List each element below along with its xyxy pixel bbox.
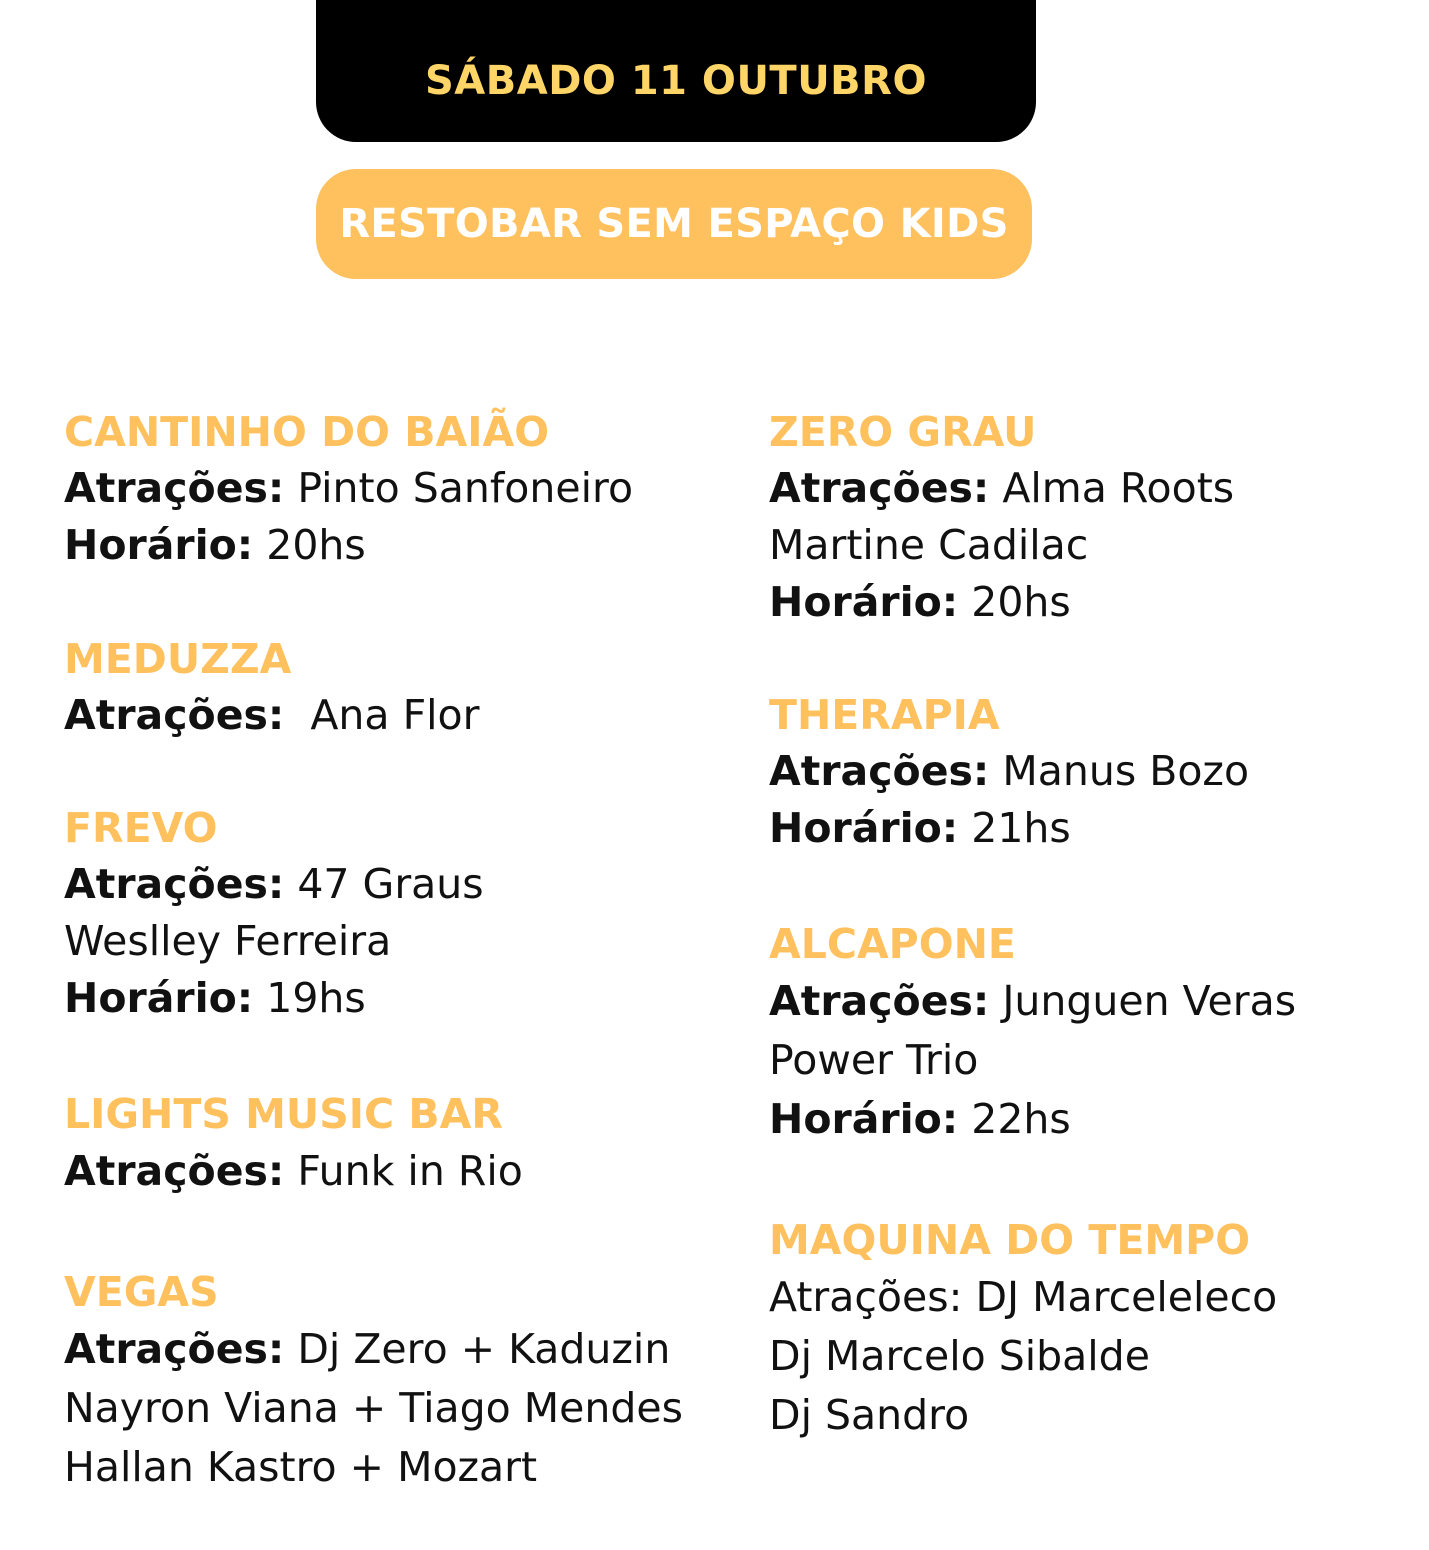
date-banner: [316, 0, 1036, 142]
atracoes-line: [64, 1142, 523, 1201]
venue-vegas: [64, 1264, 683, 1497]
horario-line: [769, 800, 1249, 857]
subtitle-banner: [316, 169, 1032, 279]
venue-name: FREVO: [64, 804, 218, 852]
plain-line: Atrações: DJ Marceleleco: [769, 1273, 1278, 1321]
horario-line: [64, 517, 633, 574]
atracoes-value: 47 Graus: [297, 860, 484, 908]
subtitle-text: RESTOBAR SEM ESPAÇO KIDS: [339, 201, 1009, 247]
atracoes-label: Atrações:: [64, 860, 285, 908]
atracoes-extra-line: Weslley Ferreira: [64, 917, 392, 965]
venue-lights-music-bar: [64, 1086, 523, 1201]
atracoes-label: Atrações:: [769, 747, 990, 795]
venue-name: LIGHTS MUSIC BAR: [64, 1090, 503, 1138]
atracoes-line: [769, 460, 1234, 517]
date-title: SÁBADO 11 OUTUBRO: [425, 58, 927, 104]
horario-value: 22hs: [971, 1095, 1071, 1143]
venue-cantinho-do-baiao: [64, 404, 633, 574]
horario-line: [769, 574, 1234, 631]
venue-name: VEGAS: [64, 1268, 219, 1316]
atracoes-line: [64, 856, 484, 913]
atracoes-line: [769, 743, 1249, 800]
plain-line: Dj Sandro: [769, 1391, 970, 1439]
venue-name: MEDUZZA: [64, 635, 292, 683]
venue-alcapone: [769, 916, 1296, 1149]
horario-label: Horário:: [769, 578, 959, 626]
horario-label: Horário:: [769, 804, 959, 852]
atracoes-value: Funk in Rio: [297, 1147, 523, 1195]
atracoes-label: Atrações:: [64, 464, 285, 512]
venue-maquina-do-tempo: [769, 1212, 1277, 1445]
atracoes-extra-line: Nayron Viana + Tiago Mendes: [64, 1384, 683, 1432]
venue-name: ZERO GRAU: [769, 408, 1037, 456]
horario-label: Horário:: [769, 1095, 959, 1143]
venue-meduzza: [64, 631, 479, 744]
horario-value: 21hs: [971, 804, 1071, 852]
venue-name: THERAPIA: [769, 691, 1000, 739]
venue-therapia: [769, 687, 1249, 857]
atracoes-value: Ana Flor: [297, 691, 480, 739]
venue-zero-grau: [769, 404, 1234, 631]
atracoes-line: [64, 1320, 683, 1379]
venue-name: ALCAPONE: [769, 920, 1016, 968]
atracoes-value: Pinto Sanfoneiro: [297, 464, 634, 512]
horario-value: 20hs: [971, 578, 1071, 626]
atracoes-label: Atrações:: [64, 1325, 285, 1373]
atracoes-label: Atrações:: [769, 464, 990, 512]
venue-name: CANTINHO DO BAIÃO: [64, 408, 550, 456]
atracoes-label: Atrações:: [64, 1147, 285, 1195]
atracoes-label: Atrações:: [769, 977, 990, 1025]
horario-label: Horário:: [64, 974, 254, 1022]
atracoes-line: [769, 972, 1296, 1031]
atracoes-line: [64, 687, 479, 744]
atracoes-value: Dj Zero + Kaduzin: [297, 1325, 671, 1373]
plain-line: Dj Marcelo Sibalde: [769, 1332, 1150, 1380]
atracoes-extra-line: Martine Cadilac: [769, 521, 1089, 569]
atracoes-line: [64, 460, 633, 517]
horario-label: Horário:: [64, 521, 254, 569]
horario-line: [64, 970, 484, 1027]
atracoes-label: Atrações:: [64, 691, 285, 739]
atracoes-extra-line: Hallan Kastro + Mozart: [64, 1443, 538, 1491]
atracoes-extra-line: Power Trio: [769, 1036, 979, 1084]
atracoes-value: Alma Roots: [1002, 464, 1235, 512]
horario-line: [769, 1090, 1296, 1149]
venue-name: MAQUINA DO TEMPO: [769, 1216, 1251, 1264]
venue-frevo: [64, 800, 484, 1027]
atracoes-value: Junguen Veras: [1002, 977, 1297, 1025]
horario-value: 20hs: [266, 521, 366, 569]
atracoes-value: Manus Bozo: [1002, 747, 1250, 795]
horario-value: 19hs: [266, 974, 366, 1022]
